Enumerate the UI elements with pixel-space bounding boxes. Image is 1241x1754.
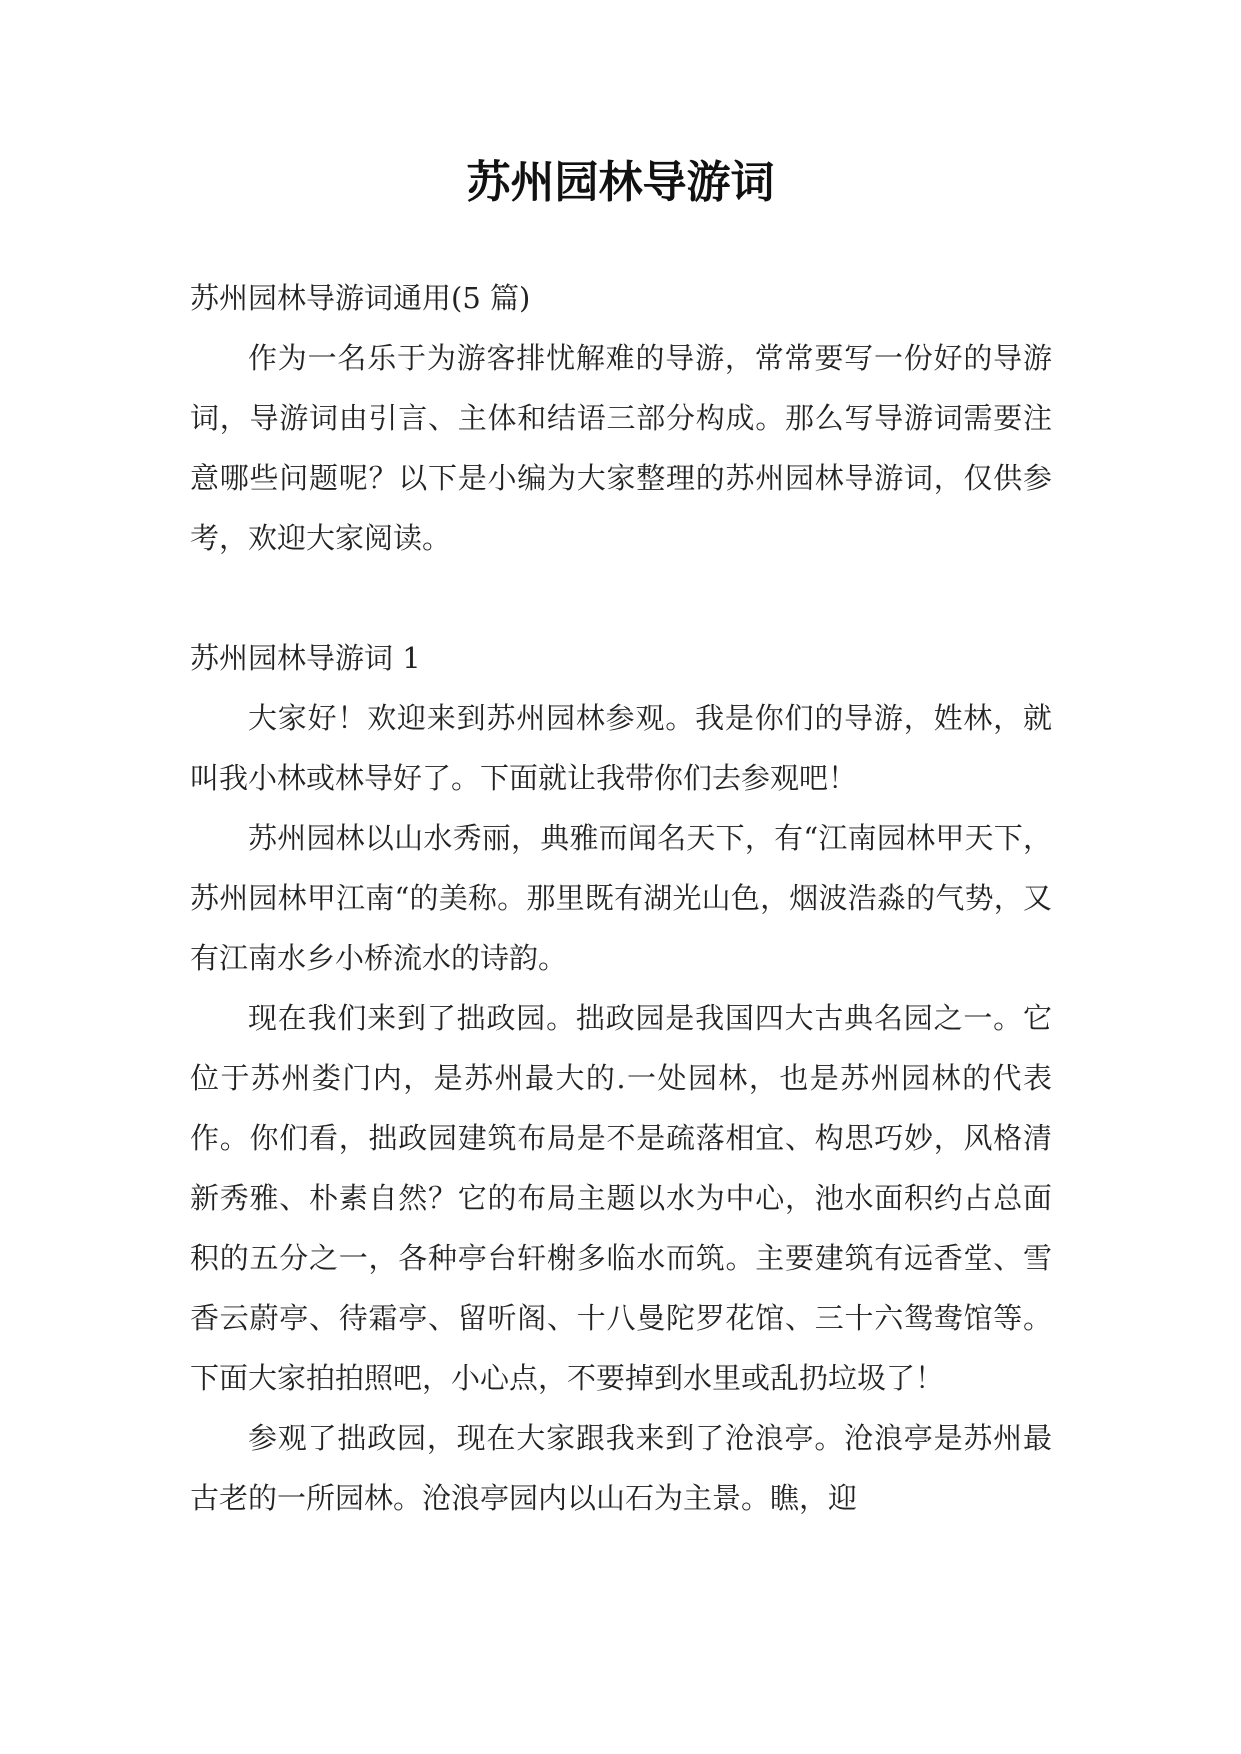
intro-heading: 苏州园林导游词通用(5 篇) xyxy=(190,281,531,315)
section-heading: 苏州园林导游词 1 xyxy=(190,641,421,675)
section-paragraph: 苏州园林以山水秀丽，典雅而闻名天下，有“江南园林甲天下，苏州园林甲江南“的美称。那里既有湖光山色，烟波浩淼的气势，又有江南水乡小桥流水的诗韵。 xyxy=(190,821,1052,975)
section-spacer xyxy=(190,568,1052,628)
section-paragraph: 大家好！欢迎来到苏州园林参观。我是你们的导游，姓林，就叫我小林或林导好了。下面就让我带你们去参观吧！ xyxy=(190,701,1052,795)
document-title: 苏州园林导游词 xyxy=(466,157,775,208)
intro-paragraph: 作为一名乐于为游客排忧解难的导游，常常要写一份好的导游词，导游词由引言、主体和结语三部分构成。那么写导游词需要注意哪些问题呢？以下是小编为大家整理的苏州园林导游词，仅供参考，欢迎大家阅读。 xyxy=(190,341,1052,555)
document-body xyxy=(190,268,1052,1528)
section-paragraph: 参观了拙政园，现在大家跟我来到了沧浪亭。沧浪亭是苏州最古老的一所园林。沧浪亭园内以山石为主景。瞧，迎 xyxy=(190,1421,1052,1515)
section-paragraph: 现在我们来到了拙政园。拙政园是我国四大古典名园之一。它位于苏州娄门内，是苏州最大的.一处园林，也是苏州园林的代表作。你们看，拙政园建筑布局是不是疏落相宜、构思巧妙，风格清新秀雅、朴素自然？它的布局主题以水为中心，池水面积约占总面积的五分之一，各种亭台轩榭多临水而筑。主要建筑有远香堂、雪香云蔚亭、待霜亭、留听阁、十八曼陀罗花馆、三十六鸳鸯馆等。下面大家拍拍照吧，小心点，不要掉到水里或乱扔垃圾了！ xyxy=(190,1001,1052,1395)
